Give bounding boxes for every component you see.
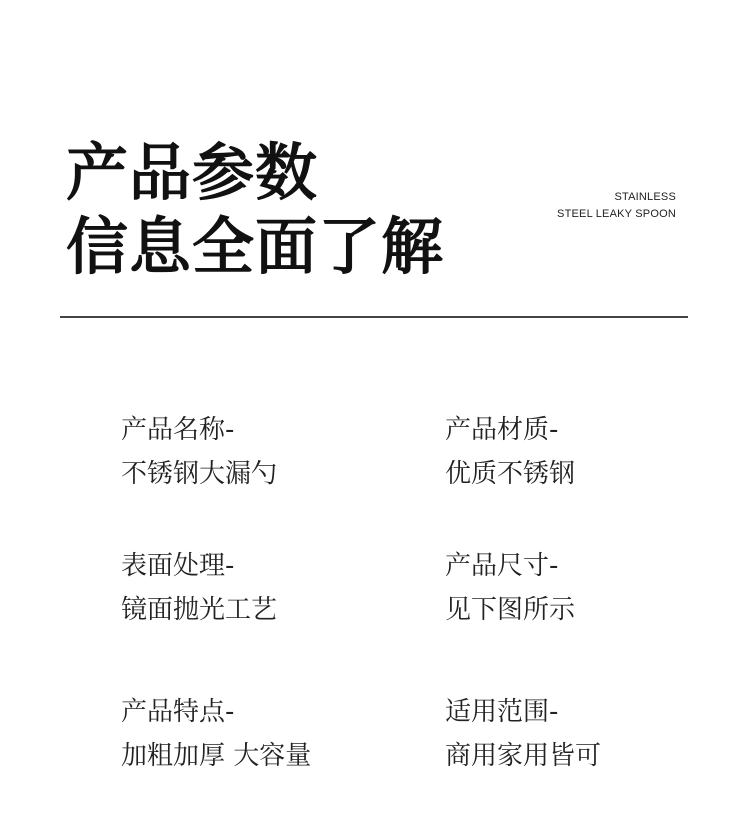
english-subtitle	[557, 189, 676, 223]
spec-surface-treatment	[121, 544, 277, 632]
spec-value: 不锈钢大漏勺	[121, 459, 278, 489]
spec-label: 产品材质-	[445, 415, 559, 445]
spec-value: 镜面抛光工艺	[121, 595, 278, 625]
spec-label: 适用范围-	[445, 697, 559, 727]
english-line-1: STAINLESS	[614, 191, 676, 203]
divider	[60, 316, 688, 318]
spec-product-material	[445, 408, 575, 496]
spec-label: 表面处理-	[121, 551, 235, 581]
title-line-2: 信息全面了解	[66, 210, 445, 283]
english-line-2: STEEL LEAKY SPOON	[557, 208, 676, 220]
spec-value: 见下图所示	[445, 595, 576, 625]
spec-application-scope	[445, 690, 601, 778]
page-title	[66, 136, 444, 284]
spec-label: 产品特点-	[121, 697, 235, 727]
spec-product-size	[445, 544, 575, 632]
spec-value: 优质不锈钢	[445, 459, 576, 489]
spec-value: 加粗加厚 大容量	[121, 741, 312, 771]
title-line-1: 产品参数	[66, 136, 319, 209]
spec-label: 产品名称-	[121, 415, 235, 445]
spec-product-features	[121, 690, 311, 778]
spec-label: 产品尺寸-	[445, 551, 559, 581]
spec-product-name	[121, 408, 277, 496]
spec-value: 商用家用皆可	[445, 741, 602, 771]
